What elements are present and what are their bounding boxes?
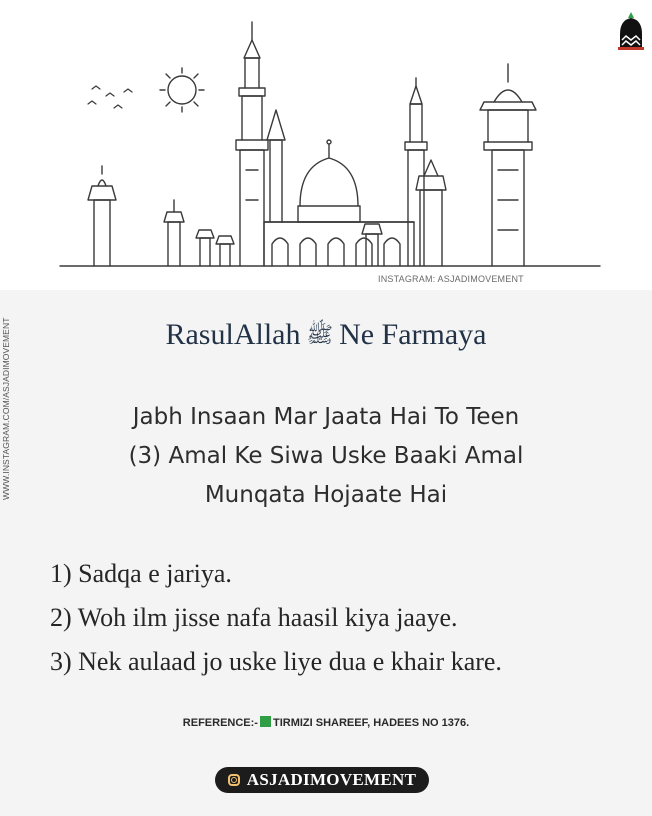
list-item: 3) Nek aulaad jo uske liye dua e khair kare.: [50, 647, 502, 676]
side-website-text: WWW.INSTAGRAM.COM/ASJADIMOVEMENT: [1, 317, 11, 500]
intro-line: (3) Amal Ke Siwa Uske Baaki Amal: [128, 443, 524, 469]
instagram-handle-badge: [215, 767, 429, 793]
badge-label: ASJADIMOVEMENT: [246, 770, 417, 789]
hadith-intro: [60, 398, 592, 515]
instagram-icon: [228, 774, 240, 786]
list-item: 2) Woh ilm jisse nafa haasil kiya jaaye.: [50, 603, 458, 632]
reference-text: TIRMIZI SHAREEF, HADEES NO 1376.: [272, 717, 470, 729]
deeds-list: [50, 552, 630, 684]
mosque-illustration: [0, 0, 652, 290]
title-left: RasulAllah: [165, 318, 301, 351]
reference-prefix: REFERENCE:-: [182, 717, 258, 729]
intro-line: Munqata Hojaate Hai: [204, 482, 448, 508]
list-item: 1) Sadqa e jariya.: [50, 559, 232, 588]
brand-logo-icon: [614, 10, 648, 50]
title-right: Ne Farmaya: [339, 318, 487, 351]
book-icon: [260, 716, 271, 727]
reference-line: [0, 716, 652, 729]
intro-line: Jabh Insaan Mar Jaata Hai To Teen: [132, 404, 520, 430]
instagram-credit: INSTAGRAM: ASJADIMOVEMENT: [378, 274, 524, 284]
page-title: [0, 318, 652, 355]
salawat-symbol: ﷺ: [306, 323, 334, 348]
